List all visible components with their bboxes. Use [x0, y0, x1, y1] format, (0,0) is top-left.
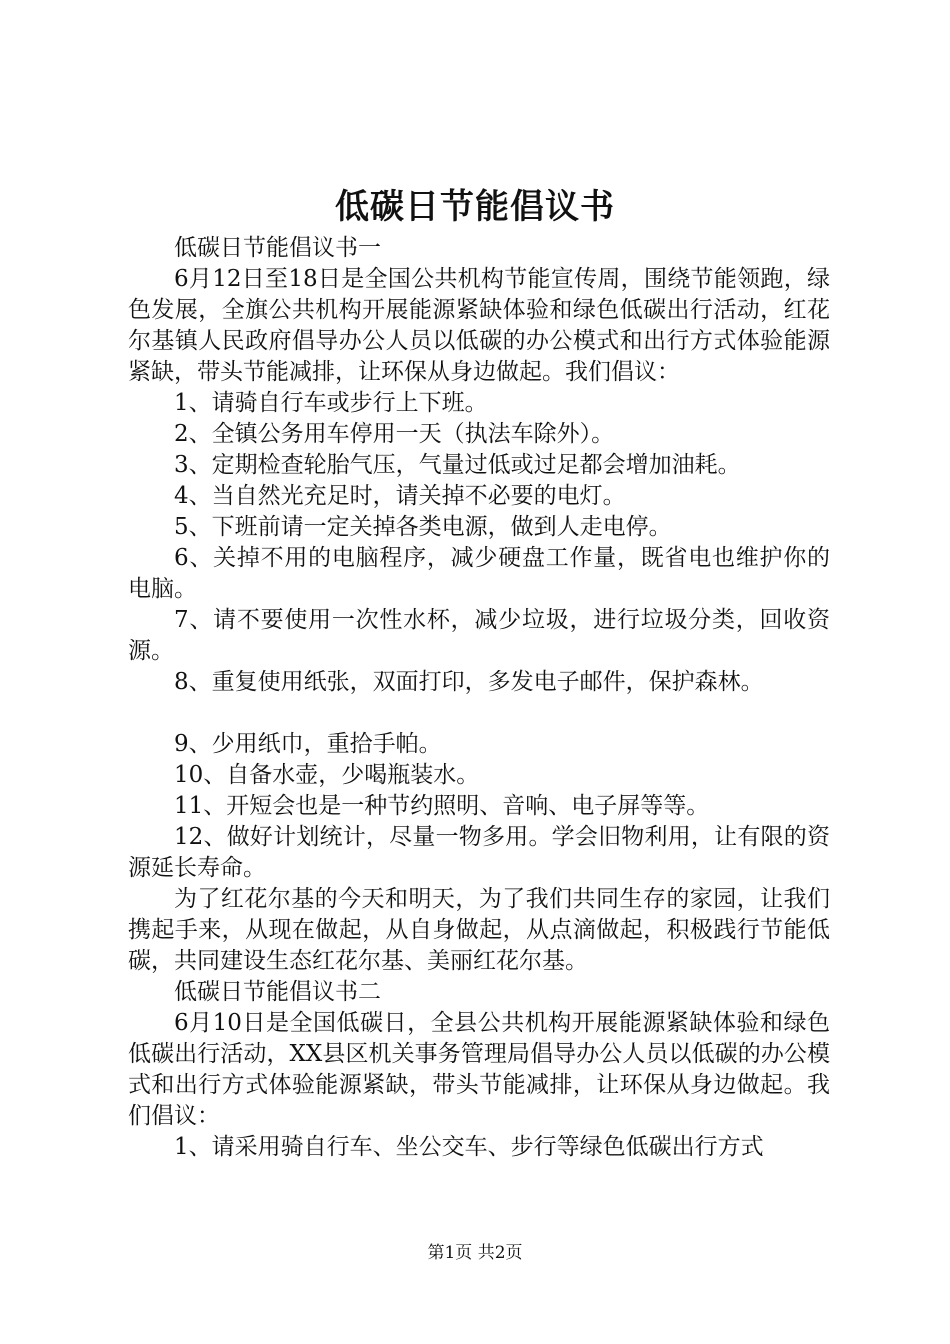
page-footer: 第1页 共2页	[427, 1243, 523, 1263]
list-item: 6、关掉不用的电脑程序，减少硬盘工作量，既省电也维护你的电脑。	[128, 545, 830, 602]
blank-line	[128, 698, 830, 729]
list-item: 10、自备水壶，少喝瓶装水。	[174, 762, 480, 788]
list-item: 4、当自然光充足时，请关掉不必要的电灯。	[174, 483, 626, 509]
list-item: 5、下班前请一定关掉各类电源，做到人走电停。	[174, 514, 672, 540]
list-item: 9、少用纸巾，重拾手帕。	[174, 731, 442, 757]
list-item: 7、请不要使用一次性水杯，减少垃圾，进行垃圾分类，回收资源。	[128, 607, 830, 664]
document-title: 低碳日节能倡议书	[335, 187, 615, 227]
list-item: 8、重复使用纸张，双面打印，多发电子邮件，保护森林。	[174, 669, 764, 695]
paragraph: 为了红花尔基的今天和明天，为了我们共同生存的家园，让我们携起手来，从现在做起，从自身做起，从点滴做起，积极践行节能低碳，共同建设生态红花尔基、美丽红花尔基。	[128, 886, 830, 974]
document-body	[128, 233, 830, 1163]
paragraph: 6月10日是全国低碳日，全县公共机构开展能源紧缺体验和绿色低碳出行活动，XX县区机关事务管理局倡导办公人员以低碳的办公模式和出行方式体验能源紧缺，带头节能减排，让环保从身边做起。我们倡议：	[128, 1010, 830, 1129]
section-heading: 低碳日节能倡议书二	[174, 979, 381, 1005]
list-item: 1、请骑自行车或步行上下班。	[174, 390, 488, 416]
list-item: 12、做好计划统计，尽量一物多用。学会旧物利用，让有限的资源延长寿命。	[128, 824, 830, 881]
list-item: 11、开短会也是一种节约照明、音响、电子屏等等。	[174, 793, 710, 819]
list-item: 3、定期检查轮胎气压，气量过低或过足都会增加油耗。	[174, 452, 741, 478]
paragraph: 6月12日至18日是全国公共机构节能宣传周，围绕节能领跑，绿色发展，全旗公共机构开展能源紧缺体验和绿色低碳出行活动，红花尔基镇人民政府倡导办公人员以低碳的办公模式和出行方式体验能源紧缺，带头节能减排，让环保从身边做起。我们倡议：	[128, 266, 830, 385]
section-heading: 低碳日节能倡议书一	[174, 235, 381, 261]
list-item: 1、请采用骑自行车、坐公交车、步行等绿色低碳出行方式	[174, 1134, 764, 1160]
list-item: 2、全镇公务用车停用一天（执法车除外）。	[174, 421, 615, 447]
